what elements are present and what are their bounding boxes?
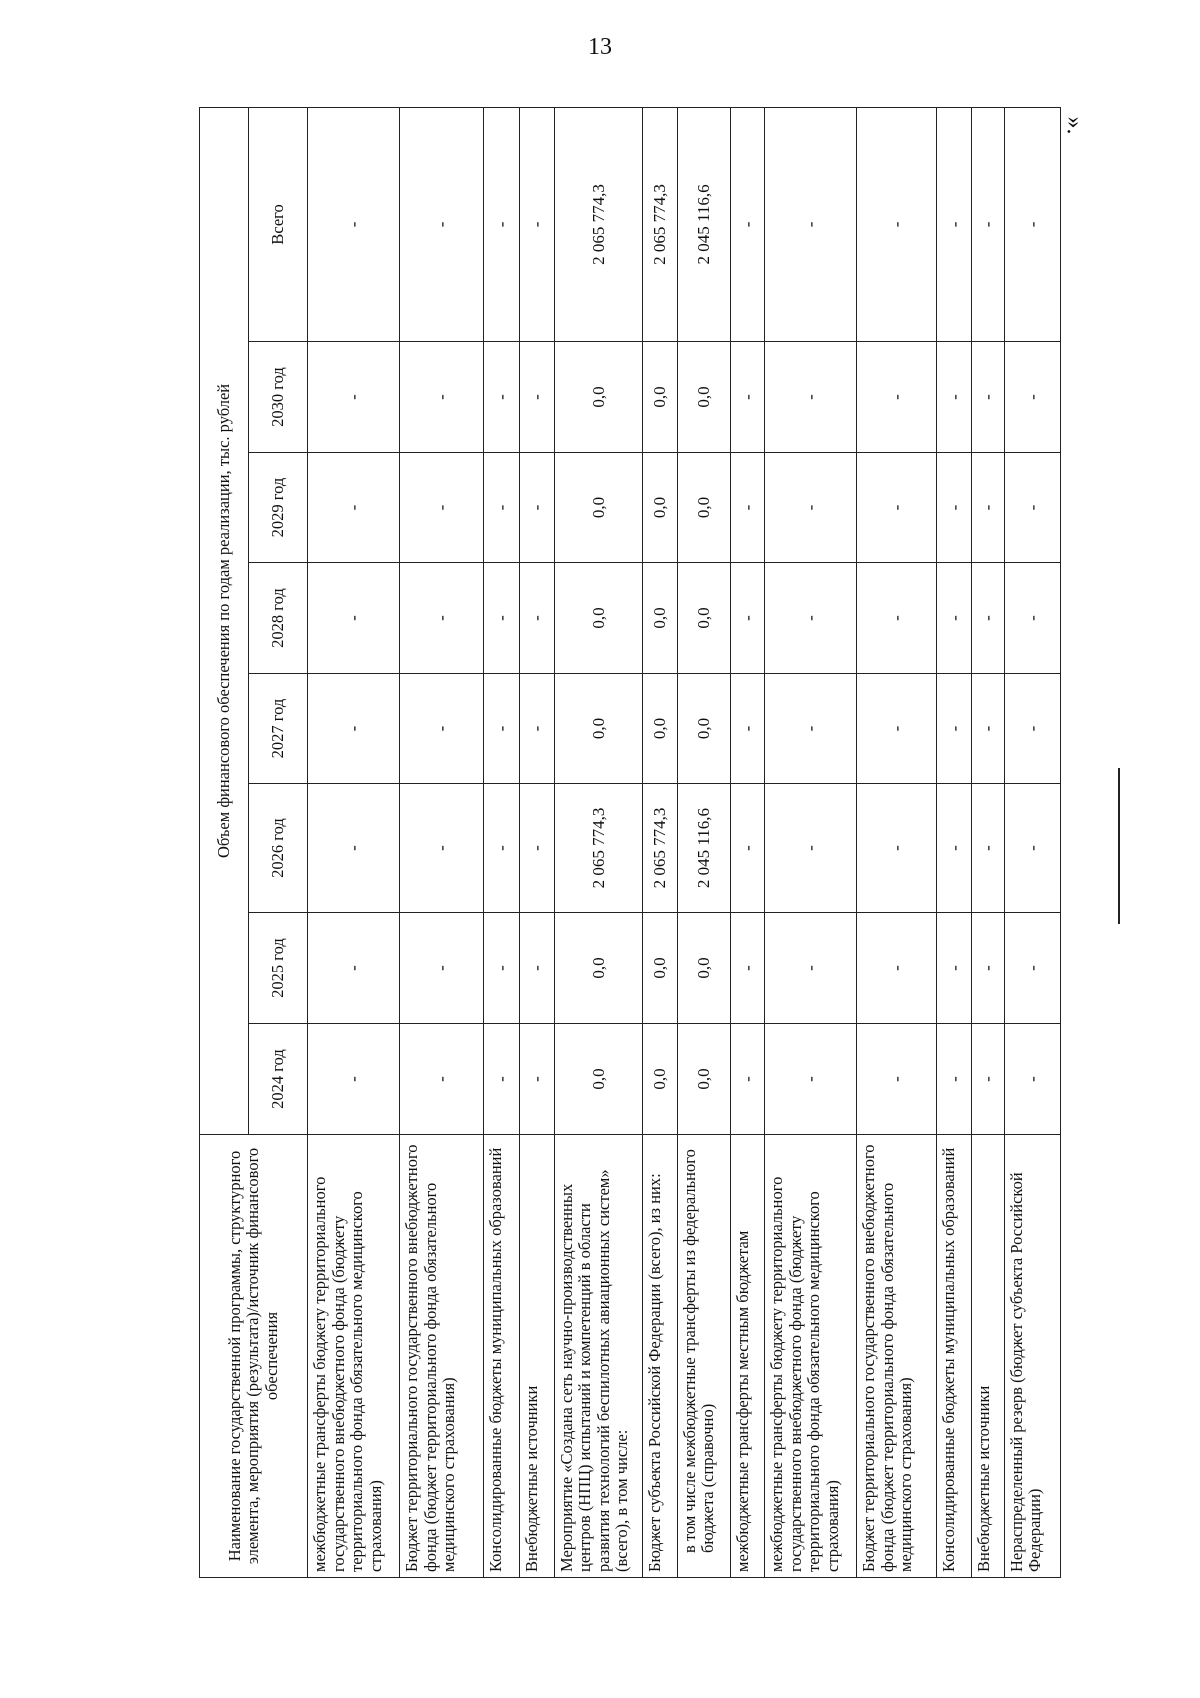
row-value-year: 0,0 — [642, 563, 677, 674]
row-value-year: - — [857, 342, 937, 453]
row-value-year: - — [1004, 1024, 1060, 1135]
row-value-year: 0,0 — [554, 1024, 642, 1135]
row-source-name: Бюджет территориального государственного внебюджетного фонда (бюджет территориального фонда обязательного медицинского страхования) — [400, 1135, 484, 1578]
header-name-column: Наименование государственной программы, структурного элемента, мероприятия (результата)/источник финансового обеспечения — [200, 1135, 308, 1578]
row-value-year: - — [484, 1024, 520, 1135]
row-value-year: - — [484, 563, 520, 674]
row-value-year: - — [937, 784, 972, 913]
table-row — [484, 107, 520, 1577]
row-value-year: 2 065 774,3 — [642, 784, 677, 913]
row-value-year: 0,0 — [677, 1024, 730, 1135]
row-value-total: - — [730, 107, 765, 341]
row-source-name: межбюджетные трансферты местным бюджетам — [730, 1135, 765, 1578]
row-value-year: - — [730, 342, 765, 453]
row-value-year: - — [937, 1024, 972, 1135]
row-value-year: - — [937, 674, 972, 784]
row-value-year: - — [400, 342, 484, 453]
row-source-name: в том числе межбюджетные трансферты из федерального бюджета (справочно) — [677, 1135, 730, 1578]
row-value-year: - — [484, 453, 520, 563]
row-value-year: 0,0 — [554, 913, 642, 1024]
table-row — [857, 107, 937, 1577]
row-value-year: - — [765, 563, 857, 674]
row-source-name: Бюджет территориального государственного внебюджетного фонда (бюджет территориального фонда обязательного медицинского страхования) — [857, 1135, 937, 1578]
row-source-name: межбюджетные трансферты бюджету территориального государственного внебюджетного фонда (бюджету территориального фонда обязательного медицинского страхования) — [308, 1135, 400, 1578]
row-value-total: - — [971, 107, 1004, 341]
table-row — [730, 107, 765, 1577]
row-value-year: 0,0 — [554, 563, 642, 674]
table-row — [937, 107, 972, 1577]
row-source-name: Внебюджетные источники — [971, 1135, 1004, 1578]
row-value-year: 0,0 — [642, 342, 677, 453]
row-value-year: - — [400, 453, 484, 563]
row-value-total: - — [520, 107, 555, 341]
row-value-year: - — [765, 453, 857, 563]
row-value-year: - — [484, 674, 520, 784]
row-value-year: - — [937, 342, 972, 453]
page-number: 13 — [588, 34, 612, 60]
row-value-year: - — [1004, 563, 1060, 674]
row-value-year: - — [730, 674, 765, 784]
row-value-year: - — [520, 453, 555, 563]
row-value-year: - — [765, 784, 857, 913]
table-row — [765, 107, 857, 1577]
row-value-year: 0,0 — [642, 453, 677, 563]
row-value-year: - — [971, 563, 1004, 674]
row-value-year: - — [730, 563, 765, 674]
table-row — [971, 107, 1004, 1577]
row-value-year: - — [1004, 342, 1060, 453]
row-value-year: - — [308, 784, 400, 913]
row-value-year: 2 065 774,3 — [554, 784, 642, 913]
row-value-year: - — [857, 1024, 937, 1135]
row-value-year: - — [520, 1024, 555, 1135]
row-value-year: 0,0 — [677, 913, 730, 1024]
row-value-year: - — [971, 1024, 1004, 1135]
row-value-year: - — [730, 913, 765, 1024]
row-value-total: - — [400, 107, 484, 341]
row-value-year: 0,0 — [642, 674, 677, 784]
row-value-year: - — [400, 1024, 484, 1135]
row-value-year: - — [857, 784, 937, 913]
row-value-year: - — [857, 563, 937, 674]
row-value-year: - — [400, 563, 484, 674]
row-value-year: - — [971, 674, 1004, 784]
row-source-name: Нераспределенный резерв (бюджет субъекта Российской Федерации) — [1004, 1135, 1060, 1578]
end-separator-line — [1118, 768, 1120, 924]
row-value-year: - — [857, 913, 937, 1024]
row-value-year: - — [520, 674, 555, 784]
header-financing-group: Объем финансового обеспечения по годам реализации, тыс. рублей — [200, 107, 249, 1134]
header-total: Всего — [249, 107, 308, 341]
row-value-year: 0,0 — [642, 913, 677, 1024]
row-value-year: - — [937, 913, 972, 1024]
table-row — [554, 107, 642, 1577]
row-value-year: - — [857, 674, 937, 784]
row-source-name: межбюджетные трансферты бюджету территориального государственного внебюджетного фонда (бюджету территориального фонда обязательного медицинского страхования) — [765, 1135, 857, 1578]
row-value-year: - — [308, 563, 400, 674]
row-value-year: - — [1004, 784, 1060, 913]
row-value-total: - — [937, 107, 972, 341]
table-row — [520, 107, 555, 1577]
row-value-year: - — [765, 342, 857, 453]
row-value-year: 0,0 — [642, 1024, 677, 1135]
row-value-year: - — [857, 453, 937, 563]
row-value-total: 2 065 774,3 — [642, 107, 677, 341]
row-value-total: - — [765, 107, 857, 341]
row-value-year: - — [937, 563, 972, 674]
row-value-year: - — [484, 342, 520, 453]
header-year-2028: 2028 год — [249, 563, 308, 674]
row-value-year: - — [937, 453, 972, 563]
row-value-year: 0,0 — [554, 342, 642, 453]
table-row — [642, 107, 677, 1577]
row-value-year: - — [308, 342, 400, 453]
row-value-year: - — [765, 674, 857, 784]
row-source-name: Внебюджетные источники — [520, 1135, 555, 1578]
row-value-year: 0,0 — [554, 674, 642, 784]
row-value-year: - — [971, 453, 1004, 563]
financing-table — [199, 107, 1061, 1578]
row-value-total: - — [1004, 107, 1060, 341]
row-value-year: 0,0 — [677, 563, 730, 674]
header-year-2024: 2024 год — [249, 1024, 308, 1135]
table-row — [400, 107, 484, 1577]
row-value-year: - — [730, 453, 765, 563]
row-value-year: - — [765, 913, 857, 1024]
closing-quote-mark: ». — [1061, 116, 1088, 135]
table-body — [308, 107, 1061, 1577]
row-source-name: Мероприятие «Создана сеть научно-производственных центров (НПЦ) испытаний и компетенций в области развития технологий беспилотных авиационных систем» (всего), в том числе: — [554, 1135, 642, 1578]
row-value-year: 0,0 — [677, 342, 730, 453]
row-value-year: - — [520, 342, 555, 453]
table-row — [677, 107, 730, 1577]
row-value-year: 2 045 116,6 — [677, 784, 730, 913]
row-value-year: - — [971, 913, 1004, 1024]
row-source-name: Бюджет субъекта Российской Федерации (всего), из них: — [642, 1135, 677, 1578]
header-year-2026: 2026 год — [249, 784, 308, 913]
header-year-2029: 2029 год — [249, 453, 308, 563]
header-year-2027: 2027 год — [249, 674, 308, 784]
row-value-year: - — [1004, 913, 1060, 1024]
row-value-year: - — [484, 913, 520, 1024]
row-value-year: - — [308, 674, 400, 784]
row-value-year: - — [308, 1024, 400, 1135]
row-value-year: - — [400, 784, 484, 913]
row-value-year: 0,0 — [677, 674, 730, 784]
row-value-year: - — [484, 784, 520, 913]
row-value-year: - — [308, 913, 400, 1024]
row-source-name: Консолидированные бюджеты муниципальных образований — [937, 1135, 972, 1578]
table-row — [308, 107, 400, 1577]
row-value-total: - — [857, 107, 937, 341]
row-value-year: - — [971, 784, 1004, 913]
row-value-total: 2 065 774,3 — [554, 107, 642, 341]
row-value-year: - — [400, 674, 484, 784]
row-value-total: - — [484, 107, 520, 341]
row-value-total: - — [308, 107, 400, 341]
row-value-year: - — [1004, 674, 1060, 784]
row-value-year: - — [520, 784, 555, 913]
row-value-total: 2 045 116,6 — [677, 107, 730, 341]
header-year-2030: 2030 год — [249, 342, 308, 453]
row-value-year: - — [308, 453, 400, 563]
row-value-year: 0,0 — [554, 453, 642, 563]
header-row-group — [200, 107, 249, 1577]
row-value-year: - — [520, 913, 555, 1024]
table-row — [1004, 107, 1060, 1577]
row-value-year: - — [730, 1024, 765, 1135]
row-value-year: - — [971, 342, 1004, 453]
row-value-year: - — [730, 784, 765, 913]
row-value-year: - — [400, 913, 484, 1024]
financing-table-wrapper — [199, 108, 1061, 1578]
header-year-2025: 2025 год — [249, 913, 308, 1024]
row-value-year: 0,0 — [677, 453, 730, 563]
row-value-year: - — [1004, 453, 1060, 563]
row-value-year: - — [765, 1024, 857, 1135]
row-value-year: - — [520, 563, 555, 674]
row-source-name: Консолидированные бюджеты муниципальных образований — [484, 1135, 520, 1578]
